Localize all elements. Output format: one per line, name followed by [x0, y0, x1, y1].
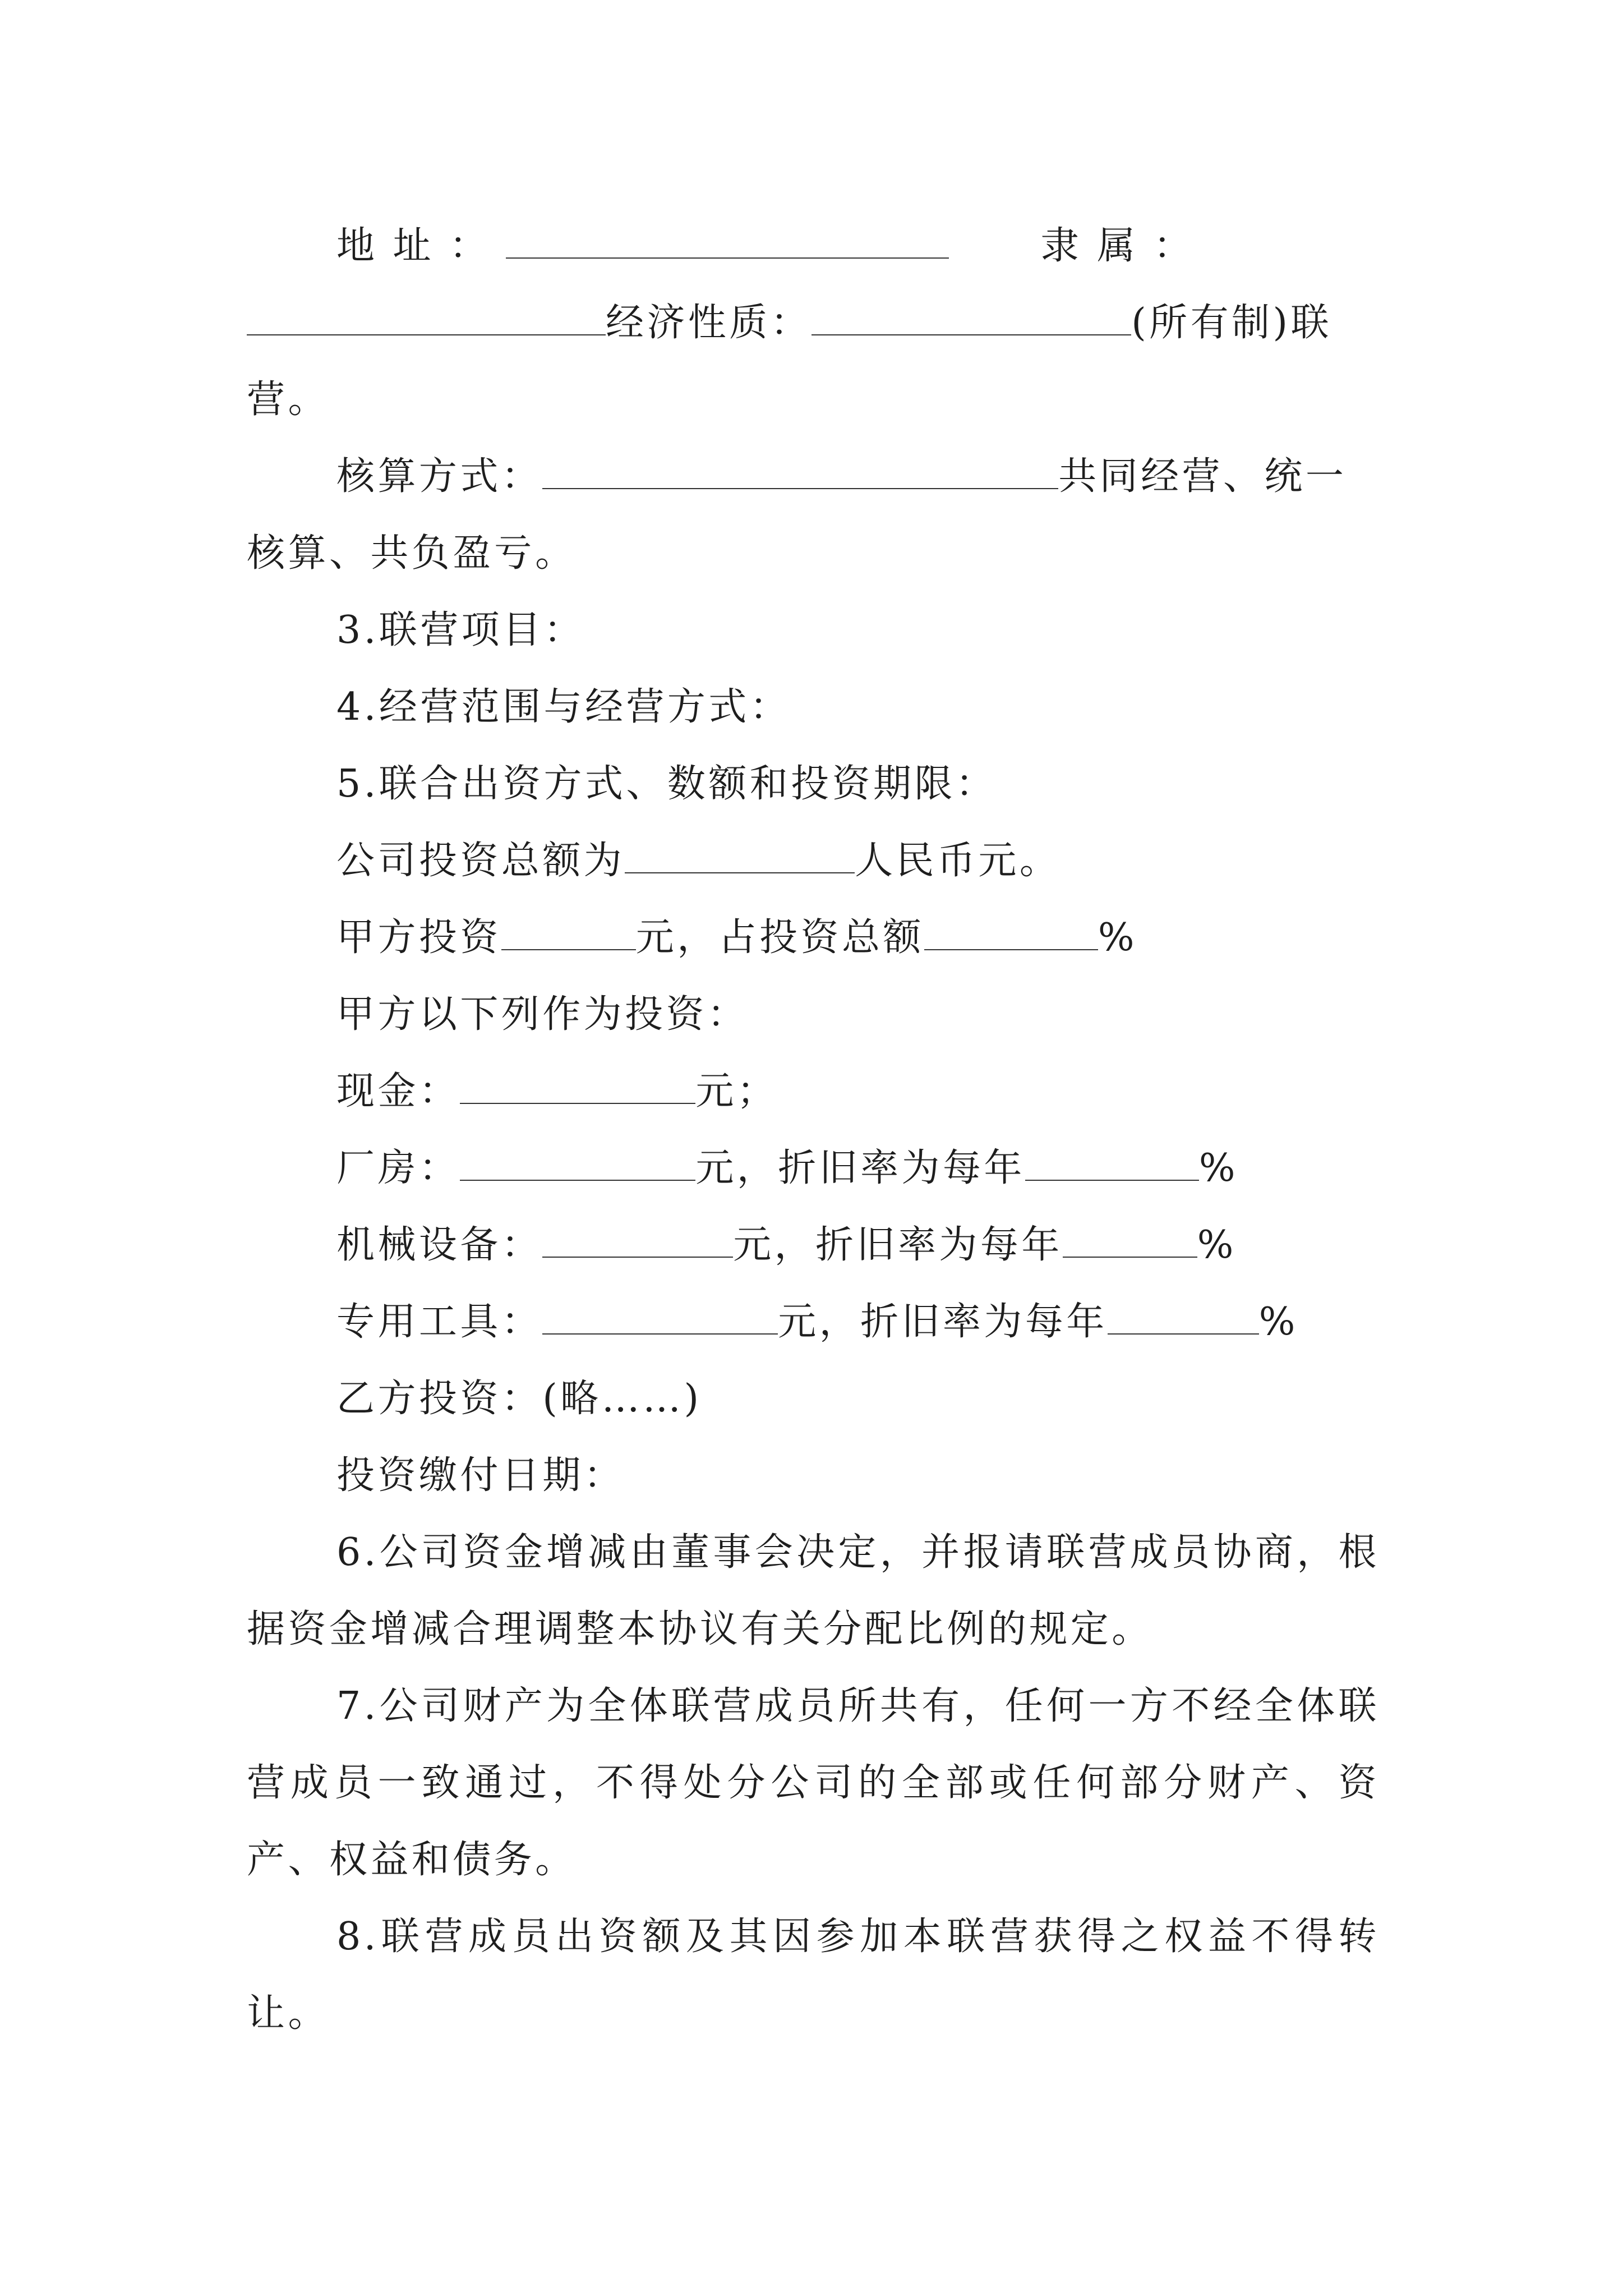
- accounting-blank[interactable]: [542, 455, 1058, 489]
- percent-sign: %: [1258, 1300, 1298, 1344]
- party-a-percent-blank[interactable]: [924, 917, 1098, 950]
- plant-label: 厂房：: [336, 1146, 460, 1190]
- machinery-blank[interactable]: [542, 1224, 733, 1258]
- machinery-rate-blank[interactable]: [1063, 1224, 1197, 1258]
- percent-sign: %: [1098, 915, 1137, 960]
- item-4: 4.经营范围与经营方式：: [336, 685, 791, 729]
- item-8: 8.联营成员出资额及其因参加本联营获得之权益不得转让。: [247, 1915, 1380, 2036]
- party-a-amount-blank[interactable]: [501, 917, 636, 950]
- total-investment-line: [247, 822, 1380, 899]
- address-blank[interactable]: [506, 225, 949, 259]
- cash-blank[interactable]: [460, 1070, 695, 1104]
- accounting-cont: 核算、共负盈亏。: [247, 531, 577, 576]
- item-5: 5.联合出资方式、数额和投资期限：: [336, 762, 997, 806]
- affiliation-blank[interactable]: [247, 302, 606, 335]
- party-b-line: 乙方投资：(略……): [336, 1377, 702, 1421]
- tools-label: 专用工具：: [336, 1300, 543, 1344]
- cash-label: 现金：: [336, 1069, 460, 1114]
- economic-nature-label: 经济性质：: [606, 301, 812, 345]
- tools-depr: 元，折旧率为每年: [778, 1300, 1108, 1344]
- machinery-depr: 元，折旧率为每年: [733, 1223, 1063, 1267]
- item-6: 6.公司资金增减由董事会决定，并报请联营成员协商，根据资金增减合理调整本协议有关分配比例的规定。: [247, 1530, 1380, 1651]
- plant-depr: 元，折旧率为每年: [695, 1146, 1025, 1190]
- plant-rate-blank[interactable]: [1025, 1147, 1199, 1181]
- payment-date-line: 投资缴付日期：: [336, 1453, 625, 1498]
- percent-sign: %: [1198, 1146, 1238, 1190]
- document-body: [247, 208, 1380, 2052]
- party-a-list: 甲方以下列作为投资：: [336, 992, 749, 1037]
- cash-suffix: 元；: [695, 1069, 778, 1114]
- item-3: 3.联营项目：: [336, 608, 585, 652]
- economic-nature-blank[interactable]: [811, 302, 1131, 335]
- cash-line: [247, 1053, 1380, 1130]
- tools-line: [247, 1283, 1380, 1360]
- machinery-line: [247, 1207, 1380, 1283]
- ownership-cont: 营。: [247, 378, 329, 422]
- economic-line: [247, 284, 1380, 361]
- total-blank[interactable]: [625, 840, 855, 873]
- ownership-suffix: (所有制)联: [1131, 301, 1332, 345]
- affiliation-label: 隶 属 ：: [1040, 224, 1195, 268]
- plant-blank[interactable]: [460, 1147, 695, 1181]
- address-label: 地 址 ：: [336, 224, 491, 268]
- party-a-line: [247, 899, 1380, 976]
- party-a-mid: 元，占投资总额: [635, 915, 924, 960]
- plant-line: [247, 1130, 1380, 1207]
- party-a-prefix: 甲方投资: [336, 915, 501, 960]
- tools-rate-blank[interactable]: [1108, 1301, 1259, 1335]
- accounting-line: [247, 438, 1380, 515]
- accounting-tail: 共同经营、统一: [1058, 454, 1347, 499]
- percent-sign: %: [1197, 1223, 1237, 1267]
- item-7: 7.公司财产为全体联营成员所共有，任何一方不经全体联营成员一致通过，不得处分公司的全部或任何部分财产、资产、权益和债务。: [247, 1684, 1380, 1882]
- total-prefix: 公司投资总额为: [336, 839, 625, 883]
- accounting-label: 核算方式：: [336, 454, 543, 499]
- address-line: [247, 208, 1380, 284]
- machinery-label: 机械设备：: [336, 1223, 543, 1267]
- tools-blank[interactable]: [542, 1301, 778, 1335]
- total-suffix: 人民币元。: [855, 839, 1061, 883]
